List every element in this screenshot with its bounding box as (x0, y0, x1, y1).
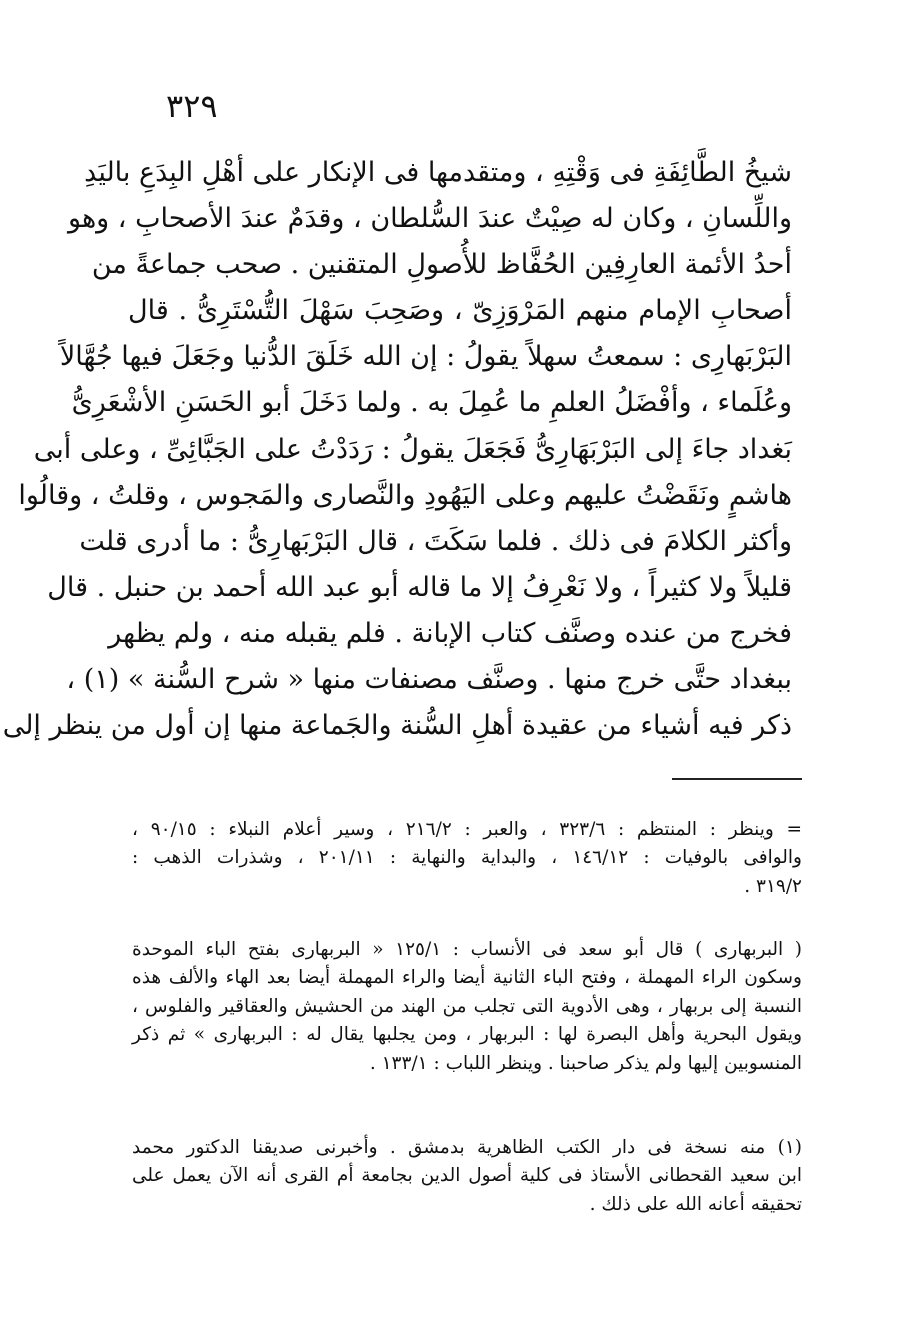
footnote-divider (672, 778, 802, 780)
main-text-line: ببغداد حتَّى خرج منها . وصنَّف مصنفات منها « شرح السُّنة » (١) ، (66, 664, 792, 696)
main-text-line: شيخُ الطَّائِفَةِ فى وَقْتِهِ ، ومتقدمها فى الإنكار على أهْلِ البِدَعِ باليَدِ (84, 157, 792, 188)
footnote-line: وسكون الراء المهملة ، وفتح الباء الثانية أيضا والراء المهملة أيضا بعد الهاء والألف هذه (132, 967, 802, 989)
main-text-line: فخرج من عنده وصنَّف كتاب الإبانة . فلم يقبله منه ، ولم يظهر (108, 617, 792, 649)
footnote-line: المنسوبين إليها ولم يذكر صاحبنا . وينظر اللباب : ١٣٣/١ . (369, 1052, 802, 1074)
footnote-continuation (132, 816, 802, 901)
footnote-line: النسبة إلى بربهار ، وهى الأدوية التى تجلب من الهند من الحشيش والعقاقير والفلوس ، (132, 995, 802, 1017)
main-text-line: البَرْبَهارِى : سمعتُ سهلاً يقولُ : إن الله خَلَقَ الدُّنيا وجَعَلَ فيها جُهَّالاً (59, 341, 792, 373)
footnote-line: تحقيقه أعانه الله على ذلك . (589, 1193, 802, 1215)
page-number: ٣٢٩ (166, 87, 218, 125)
main-text-line: وأكثر الكلامَ فى ذلك . فلما سَكَتَ ، قال البَرْبَهارِىُّ : ما أدرى قلت (79, 525, 792, 557)
footnote-line: (١) منه نسخة فى دار الكتب الظاهرية بدمشق . وأخبرنى صديقنا الدكتور محمد (132, 1137, 802, 1158)
main-text-line: ذكر فيه أشياء من عقيدة أهلِ السُّنة والجَماعة منها إن أول من ينظر إلى (2, 710, 792, 742)
main-text-line: وعُلَماء ، وأفْضَلُ العلمِ ما عُمِلَ به . ولما دَخَلَ أبو الحَسَنِ الأشْعَرِىُّ (71, 387, 792, 419)
main-text-body (2, 150, 792, 749)
footnote-barbahari (132, 936, 802, 1078)
main-text-line: هاشمٍ ونَقَضْتُ عليهم وعلى اليَهُودِ والنَّصارى والمَجوس ، وقلتُ ، وقالُوا (18, 479, 792, 511)
main-text-line: أصحابِ الإمام منهم المَرْوَزِىّ ، وصَحِبَ سَهْلَ التُّسْتَرِىُّ . قال (128, 295, 792, 327)
footnote-line: ( البربهارى ) قال أبو سعد فى الأنساب : ١٢٥/١ « البربهارى بفتح الباء الموحدة (132, 939, 802, 960)
footnote-line: = وينظر : المنتظم : ٣٢٣/٦ ، والعبر : ٢١٦/٢ ، وسير أعلام النبلاء : ٩٠/١٥ ، (132, 819, 802, 840)
main-text-line: أحدُ الأئمة العارِفِين الحُفَّاظ للأُصولِ المتقنين . صحب جماعةً من (91, 249, 792, 281)
footnote-line: ابن سعيد القحطانى الأستاذ فى كلية أصول الدين بجامعة أم القرى أنه الآن يعمل على (132, 1165, 802, 1187)
footnote-line: ويقول البحرية وأهل البصرة لها : البربهار ، ومن يجلبها يقال له : البربهارى » ثم ذكر (132, 1024, 802, 1046)
main-text-line: بَغداد جاءَ إلى البَرْبَهَارِىُّ فَجَعَلَ يقولُ : رَدَدْتُ على الجَبَّائِىِّ ، وعلى أبى (33, 433, 792, 465)
footnote-line: ٣١٩/٢ . (744, 875, 802, 897)
main-text-line: واللِّسانِ ، وكان له صِيْتٌ عندَ السُّلطان ، وقدَمٌ عندَ الأصحابِ ، وهو (68, 203, 792, 235)
main-text-line: قليلاً ولا كثيراً ، ولا نَعْرِفُ إلا ما قاله أبو عبد الله أحمد بن حنبل . قال (47, 571, 792, 603)
footnote-1 (132, 1134, 802, 1219)
footnote-line: والوافى بالوفيات : ١٤٦/١٢ ، والبداية والنهاية : ٢٠١/١١ ، وشذرات الذهب : (132, 847, 802, 869)
